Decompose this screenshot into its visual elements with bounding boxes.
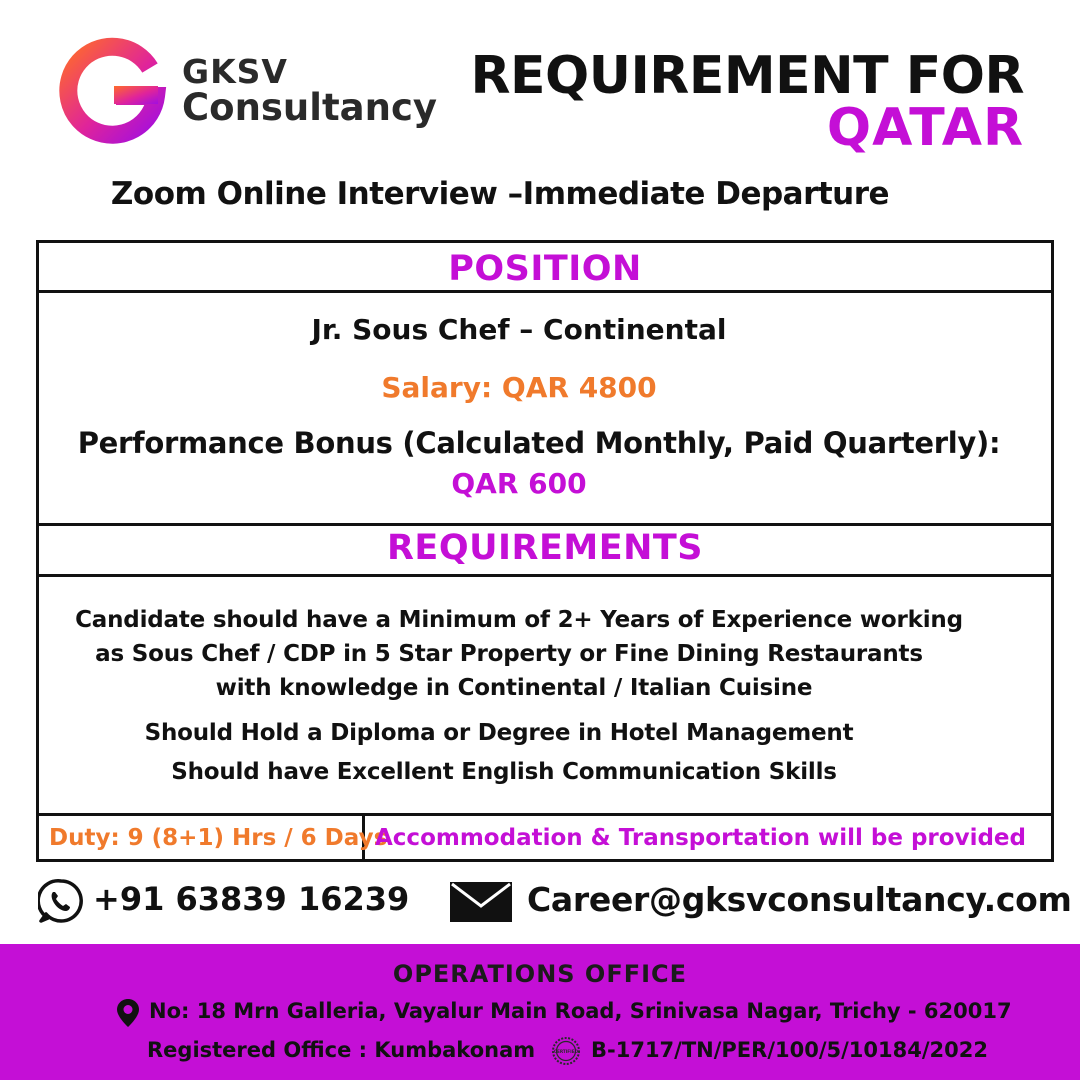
footer-heading: OPERATIONS OFFICE (392, 960, 688, 988)
phone-number[interactable]: +91 63839 16239 (93, 880, 410, 918)
requirement-line: as Sous Chef / CDP in 5 Star Property or Fine Dining Restaurants (95, 641, 923, 667)
salary: Salary: QAR 4800 (381, 371, 657, 404)
divider (39, 290, 1051, 293)
certified-seal-icon (551, 1036, 581, 1066)
requirements-heading: REQUIREMENTS (386, 528, 704, 568)
office-address: No: 18 Mrn Galleria, Vayalur Main Road, Srinivasa Nagar, Trichy - 620017 (149, 999, 1012, 1023)
requirement-line: Candidate should have a Minimum of 2+ Years of Experience working (75, 607, 963, 633)
envelope-icon (450, 882, 512, 922)
job-details-table (36, 240, 1054, 862)
country-title: QATAR (826, 98, 1024, 158)
location-pin-icon (116, 998, 140, 1028)
gksv-logo-icon (58, 34, 168, 144)
bonus-label: Performance Bonus (Calculated Monthly, Paid Quarterly): (77, 426, 1001, 460)
divider (39, 523, 1051, 526)
bonus-value: QAR 600 (451, 467, 587, 500)
registered-office: Registered Office : Kumbakonam (147, 1038, 536, 1062)
interview-subheading: Zoom Online Interview –Immediate Departure (110, 176, 890, 212)
position-heading: POSITION (448, 249, 642, 289)
email-address[interactable]: Career@gksvconsultancy.com (527, 880, 1072, 919)
divider (39, 574, 1051, 577)
page-title: REQUIREMENT FOR (470, 46, 1024, 106)
divider (39, 813, 1051, 816)
requirement-line: Should Hold a Diploma or Degree in Hotel Management (144, 720, 854, 746)
svg-text:CERTIFIED: CERTIFIED (553, 1049, 579, 1054)
benefits-text: Accommodation & Transportation will be provided (375, 825, 1026, 851)
brand-subname: Consultancy (182, 86, 438, 129)
whatsapp-icon (38, 878, 84, 924)
duty-hours: Duty: 9 (8+1) Hrs / 6 Days (49, 825, 388, 851)
brand-name: GKSV (182, 52, 288, 91)
license-number: B-1717/TN/PER/100/5/10184/2022 (591, 1038, 988, 1062)
requirement-line: with knowledge in Continental / Italian Cuisine (215, 675, 813, 701)
requirement-line: Should have Excellent English Communication Skills (171, 759, 837, 785)
job-title: Jr. Sous Chef – Continental (311, 313, 727, 346)
operations-office-footer (0, 944, 1080, 1080)
